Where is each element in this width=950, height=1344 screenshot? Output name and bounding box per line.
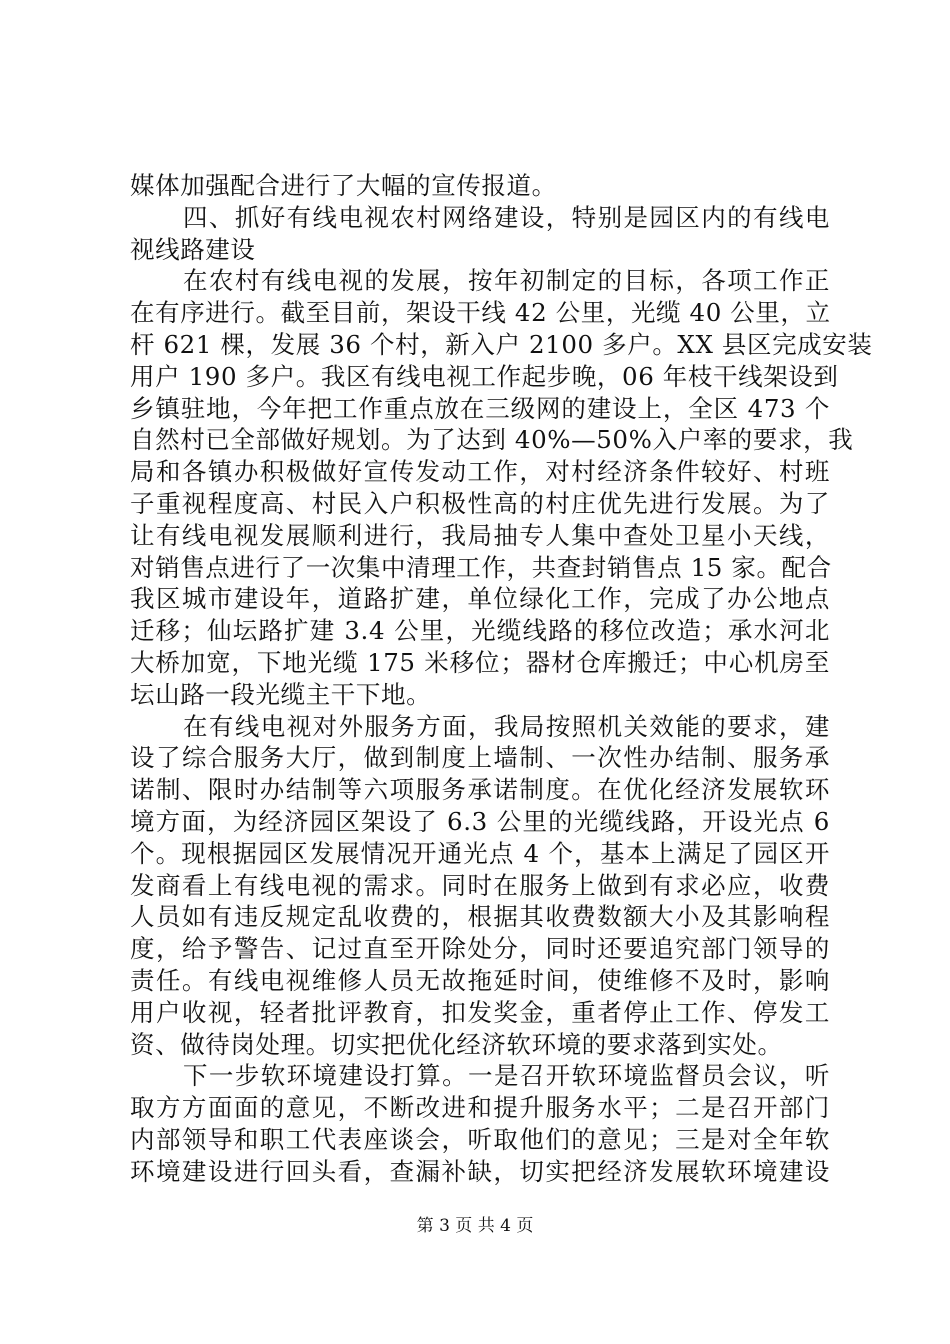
text-line: 个。现根据园区发展情况开通光点 4 个，基本上满足了园区开 [130, 838, 830, 868]
text-line: 人员如有违反规定乱收费的，根据其收费数额大小及其影响程 [130, 902, 830, 932]
text-line: 视线路建设 [130, 234, 256, 264]
text-line: 乡镇驻地，今年把工作重点放在三级网的建设上，全区 473 个 [130, 393, 830, 423]
text-line: 责任。有线电视维修人员无故拖延时间，使维修不及时，影响 [130, 965, 830, 995]
text-line: 杆 621 棵，发展 36 个村，新入户 2100 多户。XX 县区完成安装 [130, 329, 873, 359]
text-line: 发商看上有线电视的需求。同时在服务上做到有求必应，收费 [130, 870, 830, 900]
text-line: 让有线电视发展顺利进行，我局抽专人集中查处卫星小天线， [130, 520, 830, 550]
text-line: 局和各镇办积极做好宣传发动工作，对村经济条件较好、村班 [130, 457, 830, 487]
text-line: 境方面，为经济园区架设了 6.3 公里的光缆线路，开设光点 6 [130, 806, 830, 836]
text-line: 自然村已全部做好规划。为了达到 40%—50%入户率的要求，我 [130, 425, 854, 455]
text-line: 四、抓好有线电视农村网络建设，特别是园区内的有线电 [183, 202, 830, 232]
text-line: 用户 190 多户。我区有线电视工作起步晚，06 年枝干线架设到 [130, 361, 839, 391]
body-text [130, 170, 873, 1188]
page-footer: 第 3 页 共 4 页 [416, 1216, 534, 1236]
text-line: 内部领导和职工代表座谈会，听取他们的意见；三是对全年软 [130, 1124, 830, 1154]
text-line: 设了综合服务大厅，做到制度上墙制、一次性办结制、服务承 [130, 743, 830, 773]
text-line: 坛山路一段光缆主干下地。 [130, 679, 432, 709]
text-line: 媒体加强配合进行了大幅的宣传报道。 [130, 171, 557, 200]
text-line: 资、做待岗处理。切实把优化经济软环境的要求落到实处。 [130, 1029, 783, 1059]
text-line: 取方方面面的意见，不断改进和提升服务水平；二是召开部门 [130, 1093, 830, 1123]
text-line: 我区城市建设年，道路扩建，单位绿化工作，完成了办公地点 [130, 584, 830, 614]
text-line: 子重视程度高、村民入户积极性高的村庄优先进行发展。为了 [130, 488, 830, 518]
text-line: 在农村有线电视的发展，按年初制定的目标，各项工作正 [183, 266, 830, 296]
text-line: 环境建设进行回头看，查漏补缺，切实把经济发展软环境建设 [130, 1156, 830, 1186]
text-line: 在有线电视对外服务方面，我局按照机关效能的要求，建 [183, 711, 830, 741]
text-line: 迁移；仙坛路扩建 3.4 公里，光缆线路的移位改造；承水河北 [130, 616, 830, 646]
text-line: 大桥加宽，下地光缆 175 米移位；器材仓库搬迁；中心机房至 [130, 647, 830, 677]
text-line: 在有序进行。截至目前，架设干线 42 公里，光缆 40 公里，立 [130, 298, 831, 328]
text-line: 度，给予警告、记过直至开除处分，同时还要追究部门领导的 [130, 934, 830, 964]
text-line: 对销售点进行了一次集中清理工作，共查封销售点 15 家。配合 [130, 552, 832, 582]
text-line: 下一步软环境建设打算。一是召开软环境监督员会议，听 [183, 1061, 830, 1091]
text-line: 诺制、限时办结制等六项服务承诺制度。在优化经济发展软环 [130, 775, 830, 805]
text-line: 用户收视，轻者批评教育，扣发奖金，重者停止工作、停发工 [130, 997, 830, 1027]
